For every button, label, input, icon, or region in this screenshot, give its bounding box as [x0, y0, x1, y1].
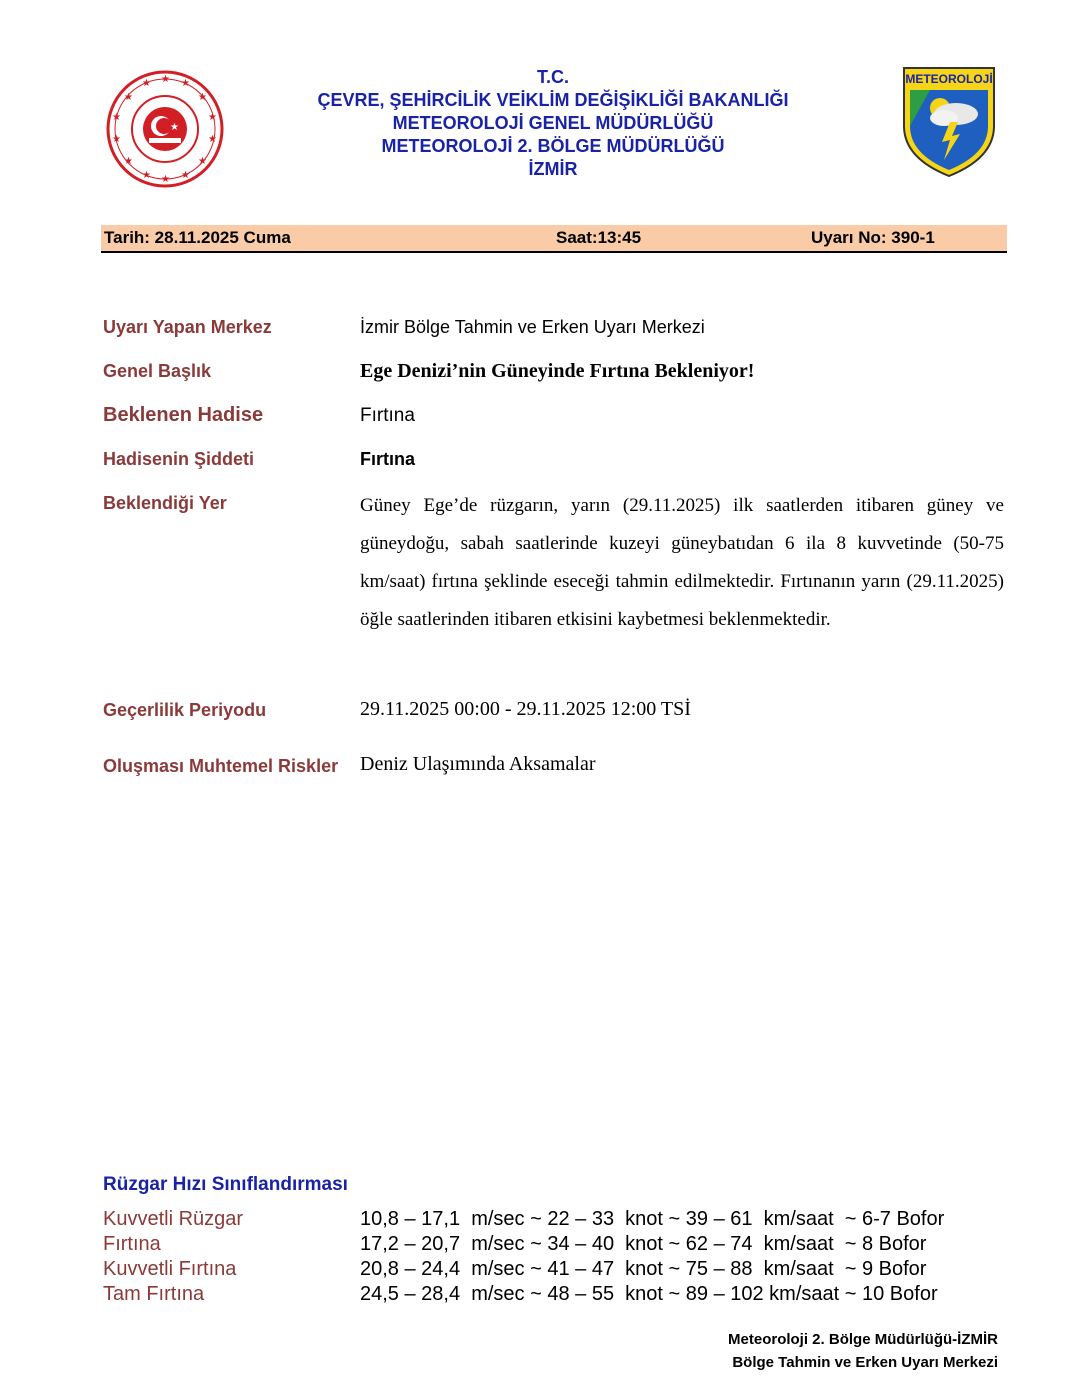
- validity-value: 29.11.2025 00:00 - 29.11.2025 12:00 TSİ: [360, 698, 691, 720]
- severity-label: Hadisenin Şiddeti: [103, 449, 255, 469]
- wind-class-value: 24,5 – 28,4 m/sec ~ 48 – 55 knot ~ 89 – 102 km/saat ~ 10 Bofor: [360, 1283, 938, 1305]
- svg-text:★: ★: [208, 134, 217, 145]
- svg-text:★: ★: [181, 170, 190, 181]
- risks-value: Deniz Ulaşımında Aksamalar: [360, 753, 596, 775]
- wind-row: [103, 1283, 1003, 1308]
- wind-class-name: Tam Fırtına: [103, 1283, 205, 1305]
- svg-text:★: ★: [142, 170, 151, 181]
- severity-value: Fırtına: [360, 449, 416, 469]
- header-ministry: ÇEVRE, ŞEHİRCİLİK VEİKLİM DEĞİŞİKLİĞİ BAKANLIĞI: [317, 90, 789, 110]
- svg-text:★: ★: [142, 78, 151, 89]
- wind-row: [103, 1258, 1003, 1283]
- svg-text:★: ★: [181, 78, 190, 89]
- event-label: Beklenen Hadise: [103, 404, 264, 426]
- svg-text:★: ★: [124, 156, 133, 167]
- wind-class-name: Kuvvetli Fırtına: [103, 1258, 237, 1280]
- footer-signature: [728, 1328, 998, 1374]
- wind-row: [103, 1233, 1003, 1258]
- risks-label: Oluşması Muhtemel Riskler: [103, 756, 339, 776]
- wind-class-name: Fırtına: [103, 1233, 161, 1255]
- place-description: Güney Ege’de rüzgarın, yarın (29.11.2025) ilk saatlerden itibaren güney ve güneydoğu, sabah saatlerinde kuzeyi güneybatıdan 6 ila 8 kuvvetinde (50-75 km/saat) fırtına şeklinde eseceği tahmin edilmektedir. Fırtınanın yarın (29.11.2025) öğle saatlerinden itibaren etkisini kaybetmesi beklenmektedir.: [360, 495, 1004, 630]
- warning-number: Uyarı No: 390-1: [811, 228, 935, 247]
- place-label: Beklendiği Yer: [103, 493, 227, 513]
- header-general-directorate: METEOROLOJİ GENEL MÜDÜRLÜĞÜ: [392, 113, 714, 133]
- wind-row: [103, 1208, 1003, 1233]
- svg-text:★: ★: [161, 174, 170, 185]
- svg-text:★: ★: [208, 112, 217, 123]
- header-city: İZMİR: [528, 159, 578, 179]
- svg-text:★: ★: [198, 92, 207, 103]
- header-regional-directorate: METEOROLOJİ 2. BÖLGE MÜDÜRLÜĞÜ: [381, 136, 725, 156]
- footer-center: Bölge Tahmin ve Erken Uyarı Merkezi: [732, 1354, 998, 1371]
- wind-classification-title: Rüzgar Hızı Sınıflandırması: [103, 1174, 348, 1195]
- general-title-value: Ege Denizi’nin Güneyinde Fırtına Bekleniyor!: [360, 360, 755, 382]
- svg-text:★: ★: [170, 122, 179, 133]
- center-label: Uyarı Yapan Merkez: [103, 317, 272, 337]
- svg-text:★: ★: [161, 74, 170, 85]
- event-value: Fırtına: [360, 405, 415, 426]
- svg-text:★: ★: [112, 134, 121, 145]
- wind-class-name: Kuvvetli Rüzgar: [103, 1208, 244, 1230]
- svg-text:★: ★: [124, 92, 133, 103]
- info-bar: [101, 225, 1007, 253]
- svg-text:★: ★: [112, 112, 121, 123]
- meteoroloji-logo: [900, 66, 998, 178]
- general-title-label: Genel Başlık: [103, 361, 212, 381]
- svg-text:METEOROLOJİ: METEOROLOJİ: [905, 72, 993, 86]
- wind-class-value: 10,8 – 17,1 m/sec ~ 22 – 33 knot ~ 39 – 61 km/saat ~ 6-7 Bofor: [360, 1208, 945, 1230]
- svg-text:★: ★: [198, 156, 207, 167]
- header-titles: [230, 66, 876, 181]
- validity-label: Geçerlilik Periyodu: [103, 700, 267, 720]
- warning-time: Saat:13:45: [556, 228, 642, 247]
- warning-date: Tarih: 28.11.2025 Cuma: [104, 228, 291, 247]
- ministry-seal-logo: [104, 70, 226, 188]
- wind-class-value: 20,8 – 24,4 m/sec ~ 41 – 47 knot ~ 75 – 88 km/saat ~ 9 Bofor: [360, 1258, 927, 1280]
- wind-class-value: 17,2 – 20,7 m/sec ~ 34 – 40 knot ~ 62 – 74 km/saat ~ 8 Bofor: [360, 1233, 927, 1255]
- header-tc: T.C.: [536, 67, 569, 87]
- center-value: İzmir Bölge Tahmin ve Erken Uyarı Merkezi: [360, 317, 705, 337]
- footer-directorate: Meteoroloji 2. Bölge Müdürlüğü-İZMİR: [728, 1331, 998, 1348]
